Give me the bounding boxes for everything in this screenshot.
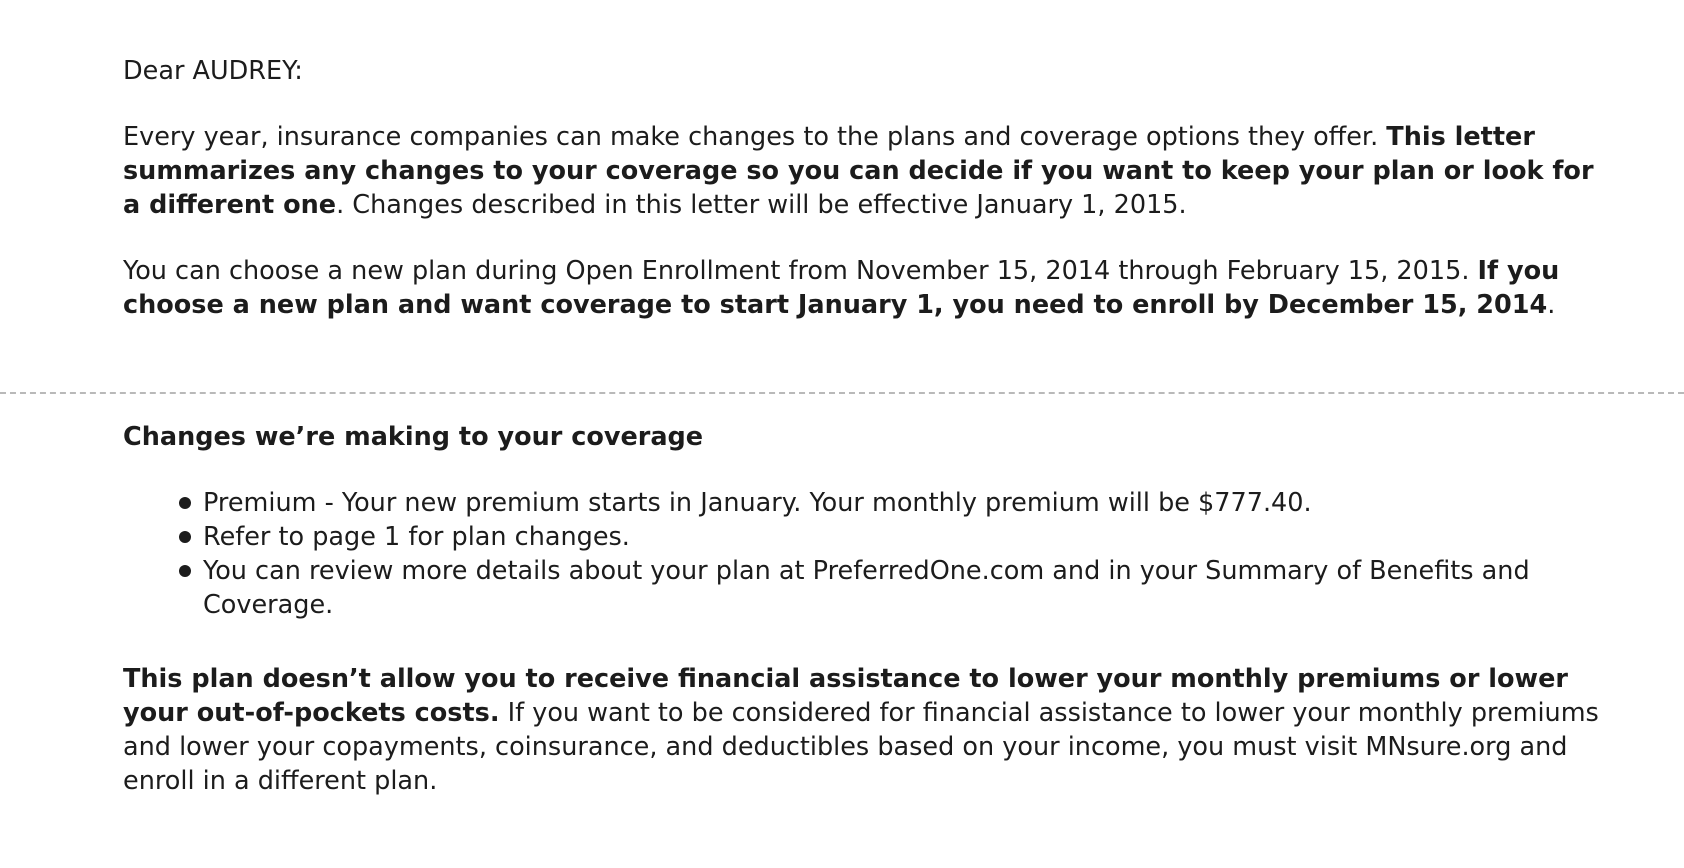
financial-assistance-paragraph — [123, 662, 1603, 798]
intro-text-1: Every year, insurance companies can make changes to the plans and coverage options they offer. — [123, 122, 1387, 152]
intro-paragraph — [123, 120, 1603, 222]
assistance-text: If you want to be considered for financial assistance to lower your monthly premiums and lower your copayments, coinsurance, and deductibles based on your income, you must visit MNsure.org and enroll in a different plan. — [123, 698, 1599, 796]
enrollment-text-1: You can choose a new plan during Open Enrollment from November 15, 2014 through February 15, 2015. — [123, 256, 1478, 286]
page-fold-divider — [0, 392, 1684, 394]
enrollment-text-2: . — [1547, 290, 1556, 320]
enrollment-bold-deadline: If you choose a new plan and want coverage to start January 1, you need to enroll by December 15, 2014 — [123, 256, 1560, 320]
changes-section — [123, 420, 1603, 798]
intro-bold-summary: This letter summarizes any changes to your coverage so you can decide if you want to keep your plan or look for a different one — [123, 122, 1594, 220]
intro-text-2: . Changes described in this letter will be effective January 1, 2015. — [336, 190, 1187, 220]
changes-list — [123, 486, 1603, 622]
list-item-plan-changes: Refer to page 1 for plan changes. — [203, 520, 1603, 554]
assistance-bold-notice: This plan doesn’t allow you to receive financial assistance to lower your monthly premiums or lower your out-of-pockets costs. — [123, 664, 1568, 728]
changes-heading: Changes we’re making to your coverage — [123, 422, 704, 452]
list-item-premium: Premium - Your new premium starts in January. Your monthly premium will be $777.40. — [203, 486, 1603, 520]
list-item-review-details: You can review more details about your plan at PreferredOne.com and in your Summary of Benefits and Coverage. — [203, 554, 1603, 622]
salutation: Dear AUDREY: — [123, 56, 303, 86]
letter-body — [123, 54, 1603, 322]
enrollment-paragraph — [123, 254, 1603, 322]
